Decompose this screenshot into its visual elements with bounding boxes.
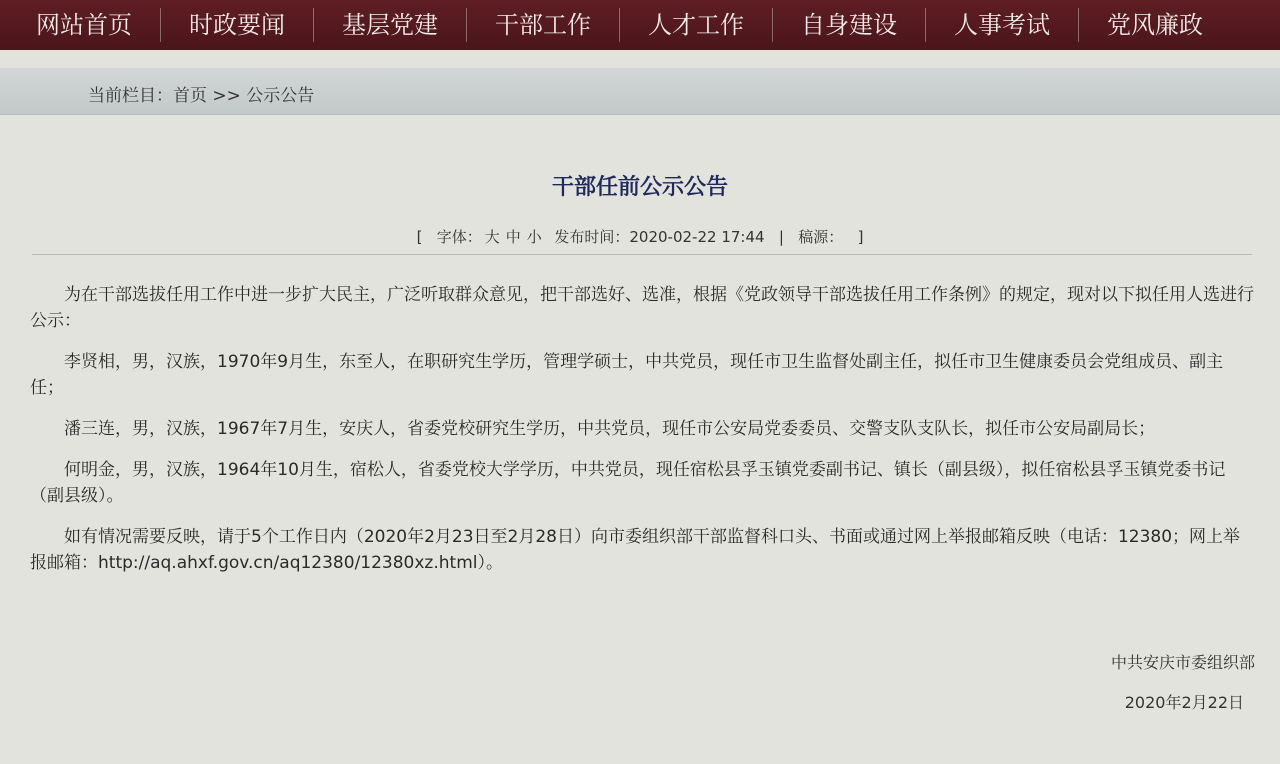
article-title: 干部任前公示公告 — [551, 175, 728, 200]
breadcrumb-home-link[interactable]: 首页 — [173, 86, 207, 106]
breadcrumb-prefix: 当前栏目： — [88, 86, 173, 106]
published-time: 2020-02-22 17:44 — [629, 228, 765, 246]
breadcrumb-current-link[interactable]: 公示公告 — [246, 86, 315, 106]
nav-item-grassroots-party[interactable]: 基层党建 — [314, 8, 467, 42]
breadcrumb — [88, 81, 314, 106]
source-label: 稿源： — [798, 228, 844, 246]
published-label: 发布时间： — [554, 228, 630, 246]
top-nav — [0, 0, 1280, 50]
meta-close-bracket: ] — [857, 228, 864, 246]
meta-open-bracket: [ — [416, 228, 423, 246]
font-size-label: 字体： — [436, 228, 482, 246]
paragraph-candidate-1: 李贤相，男，汉族，1970年9月生，东至人，在职研究生学历，管理学硕士，中共党员，现任市卫生监督处副主任，拟任市卫生健康委员会党组成员、副主任； — [30, 352, 1224, 398]
nav-item-talent-work[interactable]: 人才工作 — [620, 8, 773, 42]
nav-item-self-building[interactable]: 自身建设 — [773, 8, 926, 42]
paragraph-candidate-2: 潘三连，男，汉族，1967年7月生，安庆人，省委党校研究生学历，中共党员，现任市公安局党委委员、交警支队支队长，拟任市公安局副局长； — [64, 419, 1156, 439]
breadcrumb-bar — [0, 68, 1280, 115]
nav-item-home[interactable]: 网站首页 — [0, 8, 161, 42]
signature-date: 2020年2月22日 — [1124, 693, 1244, 712]
font-size-small-link[interactable]: 小 — [526, 228, 542, 246]
nav-item-politics-news[interactable]: 时政要闻 — [161, 8, 314, 42]
font-size-large-link[interactable]: 大 — [484, 228, 500, 246]
signature-org: 中共安庆市委组织部 — [1110, 653, 1255, 672]
meta-separator: | — [778, 228, 784, 246]
nav-item-integrity[interactable]: 党风廉政 — [1107, 11, 1203, 39]
title-divider — [32, 254, 1252, 255]
paragraph-intro: 为在干部选拔任用工作中进一步扩大民主，广泛听取群众意见，把干部选好、选准，根据《党政领导干部选拔任用工作条例》的规定，现对以下拟任用人选进行公示： — [30, 285, 1254, 331]
breadcrumb-separator: >> — [207, 86, 247, 106]
paragraph-candidate-3: 何明金，男，汉族，1964年10月生，宿松人，省委党校大学学历，中共党员，现任宿松县孚玉镇党委副书记、镇长（副县级），拟任宿松县孚玉镇党委书记（副县级）。 — [30, 460, 1226, 506]
article-meta — [0, 226, 1280, 247]
paragraph-feedback: 如有情况需要反映，请于5个工作日内（2020年2月23日至2月28日）向市委组织部干部监督科口头、书面或通过网上举报邮箱反映（电话：12380；网上举报邮箱：http://aq.ahxf.gov.cn/aq12380/12380xz.html）。 — [30, 527, 1241, 573]
font-size-medium-link[interactable]: 中 — [505, 228, 521, 246]
nav-item-personnel-exam[interactable]: 人事考试 — [926, 8, 1079, 42]
nav-item-cadre-work[interactable]: 干部工作 — [467, 8, 620, 42]
article-body — [30, 282, 1256, 591]
